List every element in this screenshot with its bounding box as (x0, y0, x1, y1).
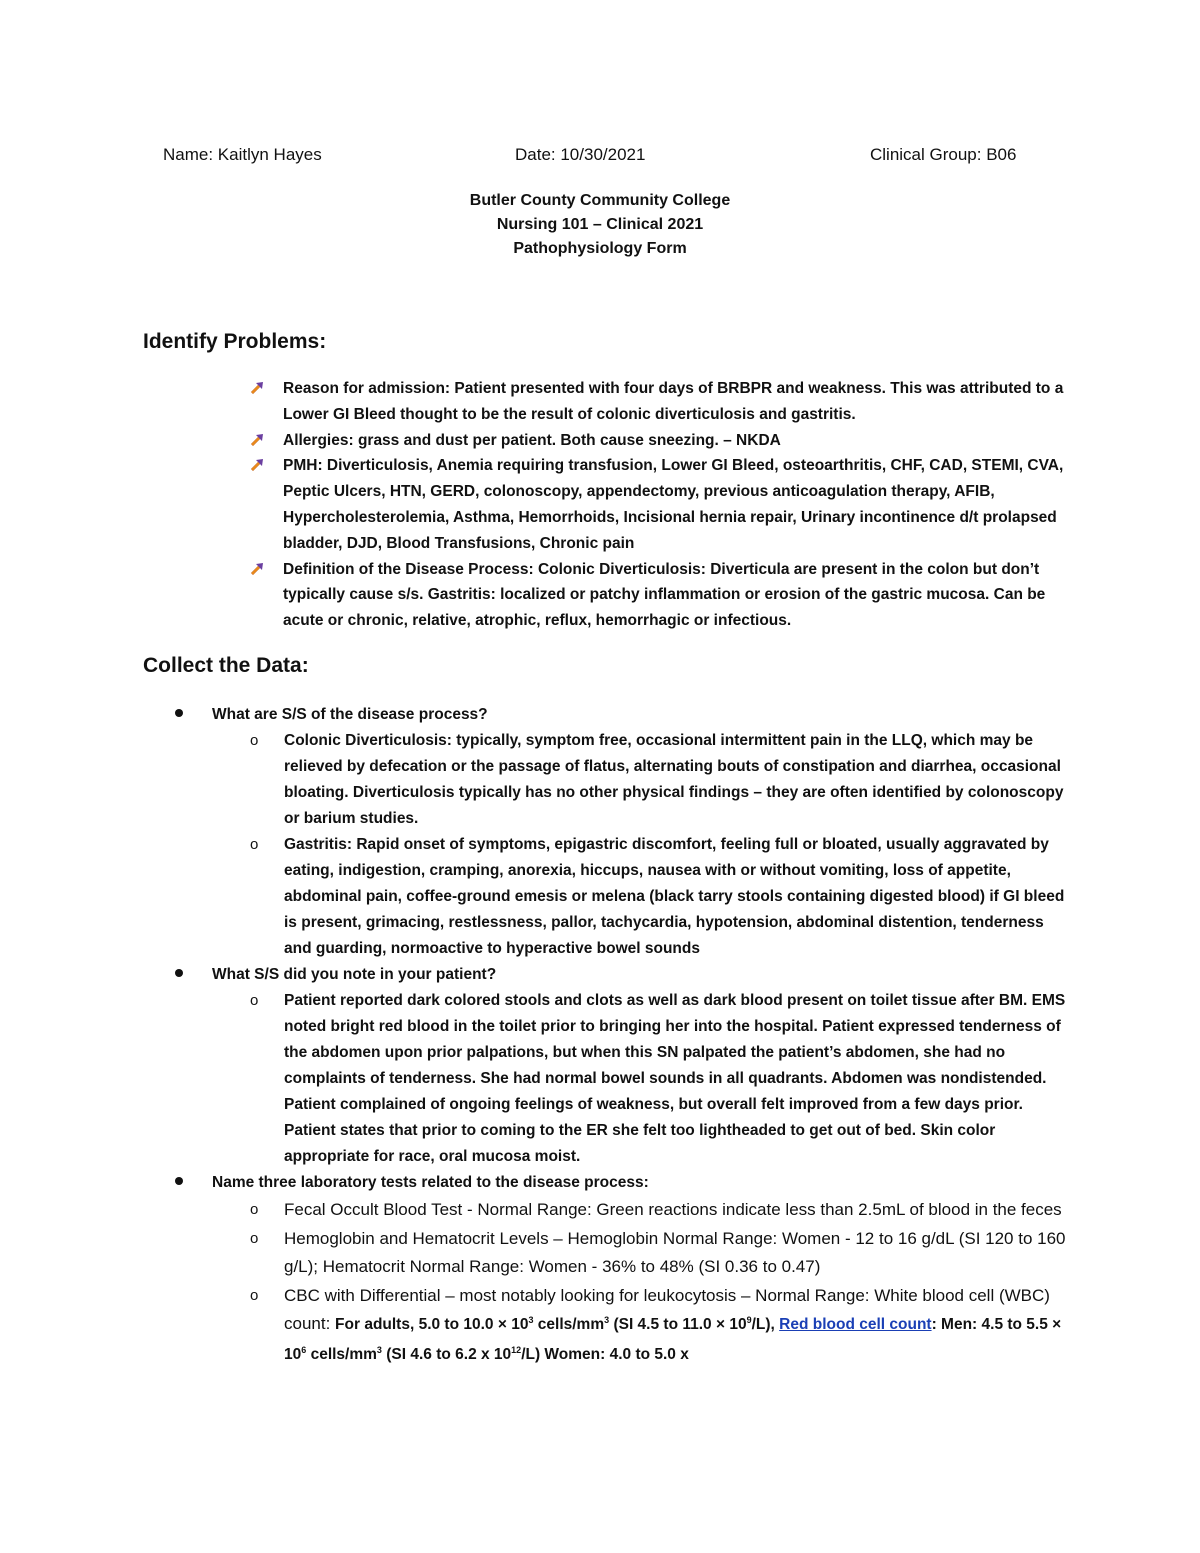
lab-test-h-and-h: Hemoglobin and Hematocrit Levels – Hemoglobin Normal Range: Women - 12 to 16 g/dL (SI 120 to 160 g/L); Hematocrit Normal Range: Women - 36% to 48% (SI 0.36 to 0.47) (284, 1228, 1066, 1276)
list-item (250, 453, 1070, 556)
college-name: Butler County Community College (469, 192, 731, 209)
list-item (212, 1225, 1072, 1282)
o-bullet-icon: o (250, 732, 259, 749)
o-bullet-icon: o (250, 992, 259, 1009)
student-name: Name: Kaitlyn Hayes (163, 145, 322, 164)
title-block (0, 189, 1200, 261)
list-item (172, 1196, 1072, 1369)
list-item (172, 1170, 1072, 1196)
arrow-bullet-icon (250, 560, 266, 576)
lab-test-cbc-prefix: CBC with Differential – most notably looking for leukocytosis – Normal Range: White blood cell (WBC) count: (284, 1285, 1050, 1333)
bullet-dot-icon (175, 1177, 183, 1185)
bullet-dot-icon (175, 709, 183, 717)
o-bullet-icon: o (250, 1201, 259, 1218)
o-bullet-icon: o (250, 1286, 259, 1304)
answer-gastritis: Gastritis: Rapid onset of symptoms, epigastric discomfort, feeling full or bloated, usually aggravated by eating, indigestion, cramping, anorexia, hiccups, nausea with or without vomiting, loss of appetite, abdominal pain, coffee-ground emesis or melena (black tarry stools containing digested blood) if GI bleed is present, grimacing, restlessness, pallor, tachycardia, hypotension, abdominal distention, tenderness and guarding, normoactive to hyperactive bowel sounds (284, 836, 1065, 957)
bullet-dot-icon (175, 969, 183, 977)
identify-problems-heading: Identify Problems: (143, 330, 327, 353)
list-item (172, 962, 1072, 988)
list-item (212, 728, 1072, 832)
list-item (250, 376, 1070, 428)
course-name: Nursing 101 – Clinical 2021 (496, 216, 704, 233)
list-item (212, 832, 1072, 962)
collect-data-list (172, 702, 1072, 1369)
identify-problems-list (250, 376, 1070, 634)
question-lab-tests: Name three laboratory tests related to the disease process: (212, 1174, 649, 1191)
list-item (250, 557, 1070, 634)
disease-definition: Definition of the Disease Process: Colonic Diverticulosis: Diverticula are present in the colon but don’t typically cause s/s. Gastritis: localized or patchy inflammation or erosion of the gastric mucosa. Can be acute or chronic, relative, atrophic, reflux, hemorrhagic or infectious. (283, 560, 1046, 630)
allergies: Allergies: grass and dust per patient. Both cause sneezing. – NKDA (283, 431, 781, 449)
sub-list (172, 988, 1072, 1170)
o-bullet-icon: o (250, 1229, 259, 1247)
question-ss-disease: What are S/S of the disease process? (212, 706, 488, 723)
form-date: Date: 10/30/2021 (515, 145, 646, 164)
arrow-bullet-icon (250, 379, 266, 395)
list-item (172, 988, 1072, 1170)
list-item (172, 702, 1072, 728)
wbc-range: For adults, 5.0 to $10.0 \times 10^3$ cells/$mm^3$ (SI 4.5 to $11.0 \times 10^9/L$), Red blood cell count: Men: 4.5 to $5.5 \times 10^6$ cells/$mm^3$ (SI 4.6 to 6.2 x $10^{12}/L$) Women: 4.0 to 5.0 x (284, 1314, 1062, 1363)
list-item (212, 1196, 1072, 1225)
question-ss-patient: What S/S did you note in your patient? (212, 966, 497, 983)
clinical-group: Clinical Group: B06 (870, 145, 1017, 164)
arrow-bullet-icon (250, 456, 266, 472)
header-line (0, 145, 1200, 169)
collect-data-heading: Collect the Data: (143, 654, 309, 677)
form-title: Pathophysiology Form (513, 240, 687, 257)
o-bullet-icon: o (250, 836, 259, 853)
sub-list (172, 728, 1072, 962)
list-item (212, 1282, 1072, 1370)
list-item (212, 988, 1072, 1170)
reason-for-admission: Reason for admission: Patient presented with four days of BRBPR and weakness. This was attributed to a Lower GI Bleed thought to be the result of colonic diverticulosis and gastritis. (283, 380, 1064, 423)
arrow-bullet-icon (250, 431, 266, 447)
rbc-count-link[interactable]: Red blood cell count (779, 1316, 932, 1333)
list-item (250, 428, 1070, 454)
past-medical-history: PMH: Diverticulosis, Anemia requiring transfusion, Lower GI Bleed, osteoarthritis, CHF, CAD, STEMI, CVA, Peptic Ulcers, HTN, GERD, colonoscopy, appendectomy, previous anticoagulation therapy, AFIB, Hypercholesterolemia, Asthma, Hemorrhoids, Incisional hernia repair, Urinary incontinence d/t prolapsed bladder, DJD, Blood Transfusions, Chronic pain (283, 457, 1064, 552)
list-item (172, 728, 1072, 962)
answer-patient-ss: Patient reported dark colored stools and clots as well as dark blood present on toilet tissue after BM. EMS noted bright red blood in the toilet prior to bringing her into the hospital. Patient expressed tenderness of the abdomen upon prior palpations, but when this SN palpated the patient’s abdomen, she had no complaints of tenderness. She had normal bowel sounds in all quadrants. Abdomen was nondistended. Patient complained of ongoing feelings of weakness, but overall felt improved from a few days prior. Patient states that prior to coming to the ER she felt too lightheaded to get out of bed. Skin color appropriate for race, oral mucosa moist. (284, 992, 1066, 1165)
lab-test-fobt: Fecal Occult Blood Test - Normal Range: Green reactions indicate less than 2.5mL of blood in the feces (284, 1200, 1062, 1219)
sub-list (172, 1196, 1072, 1369)
answer-diverticulosis: Colonic Diverticulosis: typically, symptom free, occasional intermittent pain in the LLQ, which may be relieved by defecation or the passage of flatus, alternating bouts of constipation and diarrhea, occasional bloating. Diverticulosis typically has no other physical findings – they are often identified by colonoscopy or barium studies. (284, 732, 1064, 827)
